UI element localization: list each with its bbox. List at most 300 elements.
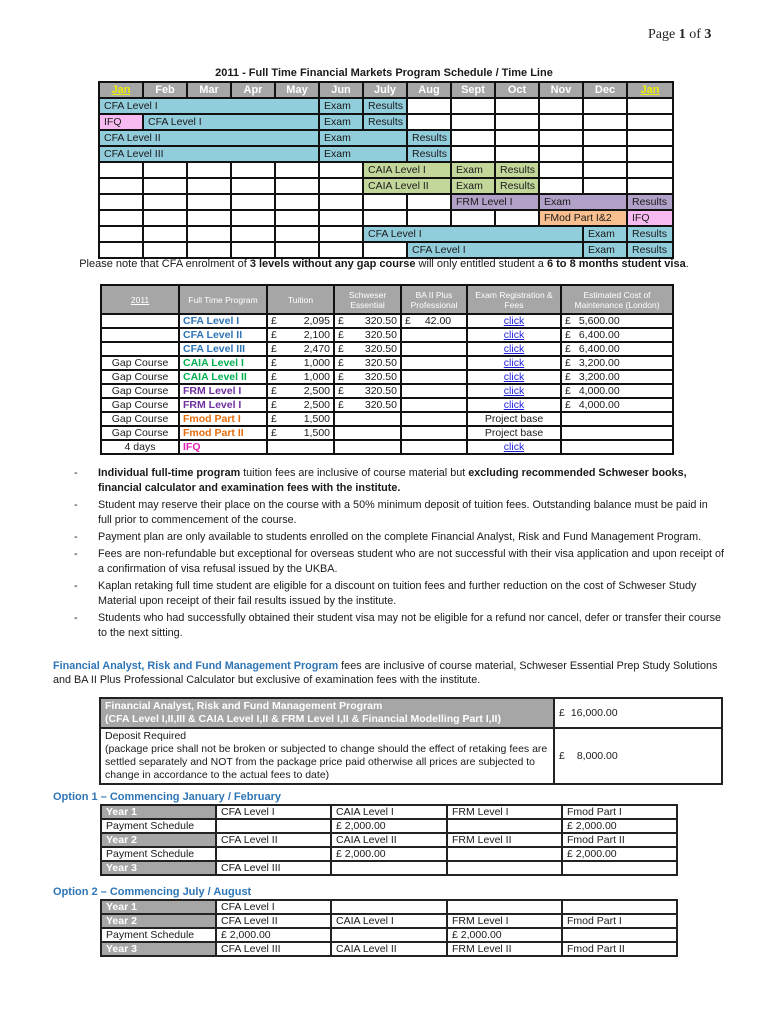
timeline-results: Results [407, 146, 451, 162]
exam-fees-link[interactable]: click [503, 357, 525, 369]
fees-row [101, 440, 673, 454]
timeline-empty [231, 178, 275, 194]
schweser-value: 320.50 [364, 315, 397, 327]
fees-tuition [267, 384, 334, 398]
timeline-empty [539, 146, 583, 162]
timeline-bar-cfa: CFA Level I [363, 226, 583, 242]
timeline-empty [187, 210, 231, 226]
month-header: Jan [627, 82, 673, 98]
month-header: Jun [319, 82, 363, 98]
tuition-value: 2,470 [303, 343, 330, 355]
month-header: Oct [495, 82, 539, 98]
currency: £ [271, 329, 277, 341]
timeline-empty [143, 226, 187, 242]
fees-type: Gap Course [101, 412, 179, 426]
fees-program: CAIA Level I [179, 356, 267, 370]
fees-program: CFA Level I [179, 314, 267, 328]
tuition-value: 2,500 [303, 385, 330, 397]
timeline-empty [495, 114, 539, 130]
program-intro [53, 659, 733, 687]
timeline-results: Results [627, 226, 673, 242]
option-cell: £ 2,000.00 [331, 847, 447, 861]
timeline-empty [627, 130, 673, 146]
timeline-empty [143, 242, 187, 258]
terms-bold: excluding recommended Schweser books, financial calculator and examination fees with the institute. [98, 467, 687, 494]
fees-program: FRM Level I [179, 384, 267, 398]
fees-schweser [334, 384, 401, 398]
timeline-table [98, 81, 674, 259]
deposit-row [100, 728, 722, 784]
option-cell: CFA Level II [216, 833, 331, 847]
timeline-empty [495, 146, 539, 162]
fees-exam: Project base [467, 426, 561, 440]
deposit-label: Deposit Required [105, 730, 187, 742]
tuition-value: 2,500 [303, 399, 330, 411]
program-intro-text: fees are inclusive of course material, Schweser Essential Prep Study Solutions and BA II Plus Professional Calculator but exclusive of examination fees with the institute. [53, 660, 718, 686]
currency: £ [338, 357, 344, 369]
fees-tuition [267, 426, 334, 440]
note-bold: 3 levels without any gap course [249, 258, 416, 270]
month-header: Apr [231, 82, 275, 98]
fees-program: FRM Level I [179, 398, 267, 412]
option1-body [101, 805, 677, 875]
year-row [101, 805, 677, 819]
fees-schweser [334, 328, 401, 342]
option-cell: FRM Level II [447, 942, 562, 956]
exam-fees-link[interactable]: click [503, 441, 525, 453]
currency: £ [565, 371, 571, 383]
timeline-empty [187, 162, 231, 178]
timeline-empty [99, 162, 143, 178]
fees-ba [401, 356, 467, 370]
fees-header: Full Time Program [179, 285, 267, 314]
terms-item: - Students who had successfully obtained their student visa may not be eligible for a refund nor cancel, defer or transfer their course to the next sitting. [74, 611, 724, 641]
currency: £ [338, 399, 344, 411]
timeline-empty [99, 210, 143, 226]
fees-program: CFA Level II [179, 328, 267, 342]
schweser-value: 320.50 [364, 357, 397, 369]
currency: £ [565, 357, 571, 369]
currency: £ [338, 371, 344, 383]
year-label: Year 3 [101, 861, 216, 875]
exam-fees-link[interactable]: click [503, 343, 525, 355]
timeline-empty [275, 194, 319, 210]
exam-fees-link[interactable]: click [503, 385, 525, 397]
fees-row [101, 328, 673, 342]
fees-ba [401, 342, 467, 356]
year-label: Year 2 [101, 833, 216, 847]
timeline-bar-cfa: CFA Level III [99, 146, 319, 162]
year-row [101, 861, 677, 875]
option-cell [447, 900, 562, 914]
fees-tuition [267, 328, 334, 342]
timeline-empty [319, 194, 363, 210]
package-price-cell [554, 698, 722, 728]
payment-row [101, 928, 677, 942]
fees-ba [401, 314, 467, 328]
timeline-empty [583, 162, 627, 178]
option-cell [447, 861, 562, 875]
year-label: Year 2 [101, 914, 216, 928]
timeline-results: Results [495, 162, 539, 178]
fees-type: Gap Course [101, 426, 179, 440]
timeline-bar-cfa: CFA Level I [407, 242, 583, 258]
timeline-row [99, 114, 673, 130]
fees-header: Schweser Essential [334, 285, 401, 314]
timeline-row [99, 178, 673, 194]
fees-tuition [267, 314, 334, 328]
timeline-empty [451, 98, 495, 114]
payment-row [101, 847, 677, 861]
fees-schweser [334, 370, 401, 384]
deposit-note: (package price shall not be broken or subjected to change should the effect of retaking fees are settled separately and NOT from the package price paid otherwise all prices are subjected to change in accordance to the actual fees to date) [105, 743, 548, 781]
fees-row [101, 370, 673, 384]
timeline-results: Results [495, 178, 539, 194]
tuition-value: 1,500 [303, 427, 330, 439]
fees-maintenance [561, 342, 673, 356]
fees-exam [467, 314, 561, 328]
maint-value: 3,200.00 [578, 371, 620, 383]
year-row [101, 833, 677, 847]
timeline-exam: Exam [451, 162, 495, 178]
month-header: Jan [99, 82, 143, 98]
exam-fees-link[interactable]: click [503, 329, 525, 341]
payment-label: Payment Schedule [101, 819, 216, 833]
timeline-empty [319, 162, 363, 178]
timeline-empty [539, 162, 583, 178]
maint-value: 3,200.00 [578, 357, 620, 369]
timeline-empty [319, 242, 363, 258]
fees-ba [401, 398, 467, 412]
timeline-empty [275, 178, 319, 194]
fees-tuition [267, 412, 334, 426]
timeline-row [99, 130, 673, 146]
option-cell: CAIA Level I [331, 805, 447, 819]
package-price: 16,000.00 [570, 706, 618, 719]
month-header: Sept [451, 82, 495, 98]
option-cell [216, 847, 331, 861]
fees-ba [401, 440, 467, 454]
fees-maintenance [561, 440, 673, 454]
timeline-row [99, 194, 673, 210]
fees-type [101, 314, 179, 328]
fees-tuition [267, 398, 334, 412]
currency: £ [271, 427, 277, 439]
timeline-empty [231, 242, 275, 258]
package-subtitle: (CFA Level I,II,III & CAIA Level I,II & FRM Level I,II & Financial Modelling Part I,II) [105, 713, 501, 725]
fees-row [101, 426, 673, 440]
timeline-bar-cfa: CFA Level I [143, 114, 319, 130]
timeline-empty [143, 178, 187, 194]
fees-ba [401, 412, 467, 426]
terms-item: - Student may reserve their place on the course with a 50% minimum deposit of tuition fees. Outstanding balance must be paid in full prior to commencement of the course. [74, 498, 724, 528]
fees-tuition [267, 440, 334, 454]
option-cell: £ 2,000.00 [447, 928, 562, 942]
timeline-empty [407, 210, 451, 226]
timeline-empty [627, 98, 673, 114]
option-cell: £ 2,000.00 [331, 819, 447, 833]
timeline-empty [187, 226, 231, 242]
fees-maintenance [561, 398, 673, 412]
program-name: Financial Analyst, Risk and Fund Management Program [53, 660, 339, 672]
fees-ba [401, 426, 467, 440]
currency: £ [271, 399, 277, 411]
fees-program: CAIA Level II [179, 370, 267, 384]
page-number [648, 27, 711, 43]
package-table [99, 697, 723, 785]
timeline-exam: Exam [319, 98, 363, 114]
option-cell: CFA Level II [216, 914, 331, 928]
page-of: of [689, 27, 701, 42]
timeline-empty [143, 162, 187, 178]
terms-item [74, 466, 724, 496]
year-row [101, 942, 677, 956]
fees-schweser [334, 356, 401, 370]
fees-schweser [334, 412, 401, 426]
fees-type [101, 328, 179, 342]
fees-type: Gap Course [101, 356, 179, 370]
fees-program: IFQ [179, 440, 267, 454]
option2-title: Option 2 – Commencing July / August [53, 886, 252, 898]
schweser-value: 320.50 [364, 371, 397, 383]
option-cell: Fmod Part II [562, 942, 677, 956]
currency: £ [271, 357, 277, 369]
fees-maintenance [561, 328, 673, 342]
visa-note [0, 258, 768, 270]
currency: £ [565, 315, 571, 327]
timeline-results: Results [407, 130, 451, 146]
month-header: Mar [187, 82, 231, 98]
timeline-empty [363, 210, 407, 226]
timeline-empty [495, 210, 539, 226]
timeline-empty [539, 130, 583, 146]
fees-schweser [334, 342, 401, 356]
currency: £ [559, 749, 565, 762]
timeline-bar-ifq: IFQ [99, 114, 143, 130]
timeline-empty [231, 210, 275, 226]
timeline-results: Results [363, 114, 407, 130]
timeline-empty [495, 98, 539, 114]
maint-value: 6,400.00 [578, 343, 620, 355]
timeline-empty [275, 226, 319, 242]
option-cell: CAIA Level II [331, 833, 447, 847]
currency: £ [565, 329, 571, 341]
timeline-exam: Exam [319, 114, 363, 130]
option-cell: Fmod Part I [562, 914, 677, 928]
fees-row [101, 342, 673, 356]
timeline-row [99, 146, 673, 162]
fees-header: Estimated Cost of Maintenance (London) [561, 285, 673, 314]
exam-fees-link[interactable]: click [503, 371, 525, 383]
month-header: Aug [407, 82, 451, 98]
currency: £ [338, 385, 344, 397]
timeline-empty [363, 194, 407, 210]
timeline-empty [407, 114, 451, 130]
terms-bold: Individual full-time program [98, 467, 241, 479]
fees-header-year-label: 2011 [130, 294, 150, 305]
timeline-empty [539, 178, 583, 194]
option-cell: CAIA Level I [331, 914, 447, 928]
option-cell [447, 819, 562, 833]
timeline-exam: Exam [319, 130, 407, 146]
fees-maintenance [561, 356, 673, 370]
year-label: Year 1 [101, 805, 216, 819]
option1-table [100, 804, 678, 876]
option-cell: £ 2,000.00 [562, 847, 677, 861]
timeline-bar-cfa: CFA Level I [99, 98, 319, 114]
timeline-empty [231, 194, 275, 210]
timeline-empty [99, 242, 143, 258]
timeline-empty [583, 178, 627, 194]
exam-fees-link[interactable]: click [503, 315, 525, 327]
timeline-empty [187, 194, 231, 210]
month-header: Nov [539, 82, 583, 98]
option-cell [331, 928, 447, 942]
deposit-price-cell [554, 728, 722, 784]
currency: £ [565, 399, 571, 411]
timeline-bar-frm: FRM Level I [451, 194, 539, 210]
currency: £ [271, 413, 277, 425]
timeline-empty [627, 178, 673, 194]
fees-program: Fmod Part I [179, 412, 267, 426]
timeline-exam: Exam [539, 194, 627, 210]
maint-value: 4,000.00 [578, 385, 620, 397]
fees-type: 4 days [101, 440, 179, 454]
fees-ba [401, 328, 467, 342]
fees-header: Exam Registration & Fees [467, 285, 561, 314]
timeline-empty [451, 146, 495, 162]
tuition-value: 1,000 [303, 371, 330, 383]
timeline-row [99, 98, 673, 114]
package-title-cell [100, 698, 554, 728]
fees-maintenance [561, 384, 673, 398]
exam-fees-link[interactable]: click [503, 399, 525, 411]
fees-header: BA II Plus Professional [401, 285, 467, 314]
timeline-empty [99, 226, 143, 242]
timeline-exam: Exam [319, 146, 407, 162]
timeline-bar-ifq: IFQ [627, 210, 673, 226]
deposit-price: 8,000.00 [576, 749, 618, 762]
option-cell: CFA Level III [216, 861, 331, 875]
payment-label: Payment Schedule [101, 847, 216, 861]
timeline-exam: Exam [451, 178, 495, 194]
currency: £ [338, 329, 344, 341]
currency: £ [271, 315, 277, 327]
fees-type: Gap Course [101, 384, 179, 398]
fees-tuition [267, 342, 334, 356]
payment-row [101, 819, 677, 833]
fees-maintenance [561, 370, 673, 384]
currency: £ [405, 315, 411, 327]
year-row [101, 914, 677, 928]
fees-type: Gap Course [101, 398, 179, 412]
option-cell: FRM Level II [447, 833, 562, 847]
month-header: July [363, 82, 407, 98]
tuition-value: 2,095 [303, 315, 330, 327]
timeline-empty [583, 114, 627, 130]
fees-ba [401, 370, 467, 384]
option-cell [562, 900, 677, 914]
timeline-row [99, 226, 673, 242]
timeline-empty [407, 194, 451, 210]
option-cell: Fmod Part I [562, 805, 677, 819]
fees-exam [467, 384, 561, 398]
timeline-exam: Exam [583, 242, 627, 258]
option-cell [562, 928, 677, 942]
timeline-empty [143, 210, 187, 226]
timeline-bar-caia: CAIA Level I [363, 162, 451, 178]
terms-item: - Kaplan retaking full time student are eligible for a discount on tuition fees and further reduction on the cost of Schweser Study Material upon receipt of their fail results issued by the institute. [74, 579, 724, 609]
timeline-empty [187, 242, 231, 258]
fees-maintenance [561, 426, 673, 440]
note-text: Please note that CFA enrolment of [79, 258, 250, 270]
note-text: will only entitled student a [415, 258, 547, 270]
timeline-empty [407, 98, 451, 114]
timeline-empty [451, 130, 495, 146]
option1-title: Option 1 – Commencing January / February [53, 791, 281, 803]
timeline-empty [363, 242, 407, 258]
terms-text: tuition fees are inclusive of course material but [240, 467, 469, 479]
fees-schweser [334, 426, 401, 440]
timeline-empty [231, 226, 275, 242]
year-label: Year 3 [101, 942, 216, 956]
timeline-empty [539, 98, 583, 114]
timeline-empty [187, 178, 231, 194]
schweser-value: 320.50 [364, 399, 397, 411]
timeline-row [99, 210, 673, 226]
fees-row [101, 384, 673, 398]
fees-schweser [334, 398, 401, 412]
currency: £ [565, 385, 571, 397]
fees-program: Fmod Part II [179, 426, 267, 440]
timeline-bar-caia: CAIA Level II [363, 178, 451, 194]
fees-tuition [267, 370, 334, 384]
month-header: Feb [143, 82, 187, 98]
timeline-empty [583, 130, 627, 146]
timeline-empty [539, 114, 583, 130]
note-bold: 6 to 8 months student visa [546, 258, 686, 270]
schweser-value: 320.50 [364, 329, 397, 341]
terms-item: - Payment plan are only available to students enrolled on the complete Financial Analyst, Risk and Fund Management Program. [74, 530, 724, 545]
fees-maintenance [561, 412, 673, 426]
option-cell [216, 819, 331, 833]
fees-row [101, 412, 673, 426]
timeline-exam: Exam [583, 226, 627, 242]
option-cell: Fmod Part II [562, 833, 677, 847]
timeline-results: Results [627, 242, 673, 258]
fees-ba [401, 384, 467, 398]
fees-header-row [101, 285, 673, 314]
currency: £ [338, 343, 344, 355]
timeline-bar-fmod: FMod Part I&2 [539, 210, 627, 226]
timeline-empty [99, 178, 143, 194]
timeline-empty [143, 194, 187, 210]
month-header: May [275, 82, 319, 98]
currency: £ [338, 315, 344, 327]
option-cell [331, 900, 447, 914]
fees-exam [467, 356, 561, 370]
currency: £ [271, 385, 277, 397]
timeline-bar-cfa: CFA Level II [99, 130, 319, 146]
note-text: . [685, 258, 689, 270]
fees-tuition [267, 356, 334, 370]
fees-body [101, 314, 673, 454]
option-cell: FRM Level I [447, 805, 562, 819]
timeline-empty [583, 98, 627, 114]
fees-maintenance [561, 314, 673, 328]
option-cell: £ 2,000.00 [216, 928, 331, 942]
timeline-results: Results [363, 98, 407, 114]
